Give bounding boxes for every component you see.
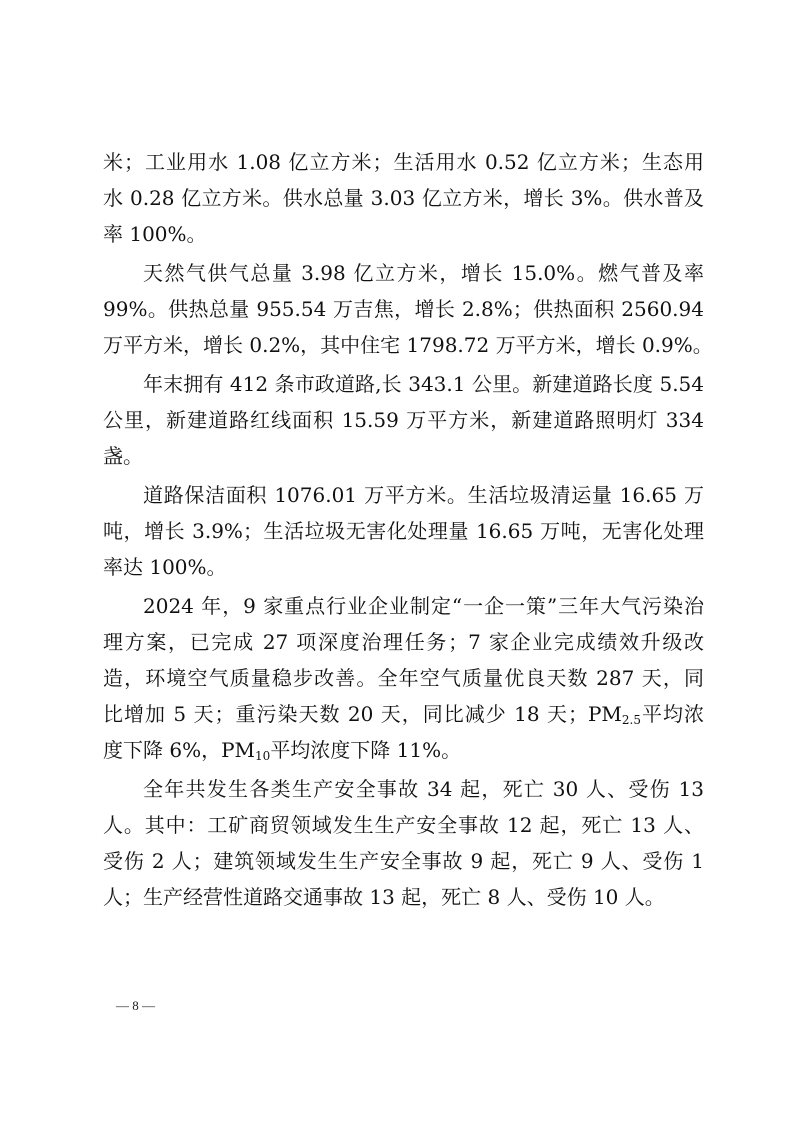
text-segment: 度下降 6%，PM [103, 738, 256, 762]
text-line [103, 549, 704, 585]
text-line [103, 438, 704, 474]
text-segment: 理方案，已完成 27 项深度治理任务；7 家企业完成绩效升级改 [103, 630, 704, 654]
text-segment: 率 100%。 [103, 222, 207, 246]
text-line [103, 624, 704, 660]
text-segment: 人。其中：工矿商贸领域发生生产安全事故 12 起，死亡 13 人、 [103, 813, 704, 837]
text-line [103, 513, 704, 549]
text-segment: 道路保洁面积 1076.01 万平方米。生活垃圾清运量 16.65 万 [143, 483, 704, 507]
text-segment: 天然气供气总量 3.98 亿立方米，增长 15.0%。燃气普及率 [143, 261, 704, 285]
text-segment: 2024 年，9 家重点行业企业制定“一企一策”三年大气污染治 [143, 594, 704, 618]
paragraph [103, 588, 704, 768]
subscript: 10 [255, 749, 271, 763]
text-line [103, 366, 704, 402]
text-segment: 造，环境空气质量稳步改善。全年空气质量优良天数 287 天，同 [103, 666, 704, 690]
text-segment: 吨，增长 3.9%；生活垃圾无害化处理量 16.65 万吨，无害化处理 [103, 519, 704, 543]
text-line [103, 216, 704, 252]
document-body [103, 144, 713, 918]
paragraph [103, 771, 704, 915]
text-segment: 盏。 [103, 444, 143, 468]
text-line [103, 732, 704, 768]
text-segment: 人；生产经营性道路交通事故 13 起，死亡 8 人、受伤 10 人。 [103, 885, 665, 909]
text-line [103, 843, 704, 879]
text-segment: 比增加 5 天；重污染天数 20 天，同比减少 18 天；PM [103, 702, 622, 726]
paragraph [103, 366, 704, 474]
text-line [103, 144, 704, 180]
text-segment: 水 0.28 亿立方米。供水总量 3.03 亿立方米，增长 3%。供水普及 [103, 186, 704, 210]
text-segment: 万平方米，增长 0.2%，其中住宅 1798.72 万平方米，增长 0.9%。 [103, 333, 713, 357]
subscript: 2.5 [621, 713, 641, 727]
text-segment: 公里，新建道路红线面积 15.59 万平方米，新建道路照明灯 334 [103, 408, 704, 432]
text-segment: 年末拥有 412 条市政道路,长 343.1 公里。新建道路长度 5.54 [143, 372, 704, 396]
text-line [103, 807, 704, 843]
text-segment: 全年共发生各类生产安全事故 34 起，死亡 30 人、受伤 13 [143, 777, 704, 801]
text-segment: 米；工业用水 1.08 亿立方米；生活用水 0.52 亿立方米；生态用 [103, 150, 704, 174]
text-line [103, 180, 704, 216]
paragraph [103, 144, 704, 252]
text-line [103, 255, 704, 291]
text-segment: 平均浓度下降 11%。 [270, 738, 462, 762]
text-line [103, 696, 704, 732]
text-line [103, 402, 704, 438]
text-segment: 99%。供热总量 955.54 万吉焦，增长 2.8%；供热面积 2560.94 [103, 297, 704, 321]
text-line [103, 660, 704, 696]
text-line [103, 477, 704, 513]
paragraph [103, 255, 713, 363]
text-segment: 率达 100%。 [103, 555, 227, 579]
text-line [103, 327, 713, 363]
page-number: — 8 — [116, 998, 155, 1013]
text-line [103, 771, 704, 807]
text-line [103, 588, 704, 624]
text-line [103, 291, 704, 327]
paragraph [103, 477, 704, 585]
text-segment: 受伤 2 人；建筑领域发生生产安全事故 9 起，死亡 9 人、受伤 1 [103, 849, 704, 873]
text-segment: 平均浓 [640, 702, 705, 726]
text-line [103, 879, 704, 915]
